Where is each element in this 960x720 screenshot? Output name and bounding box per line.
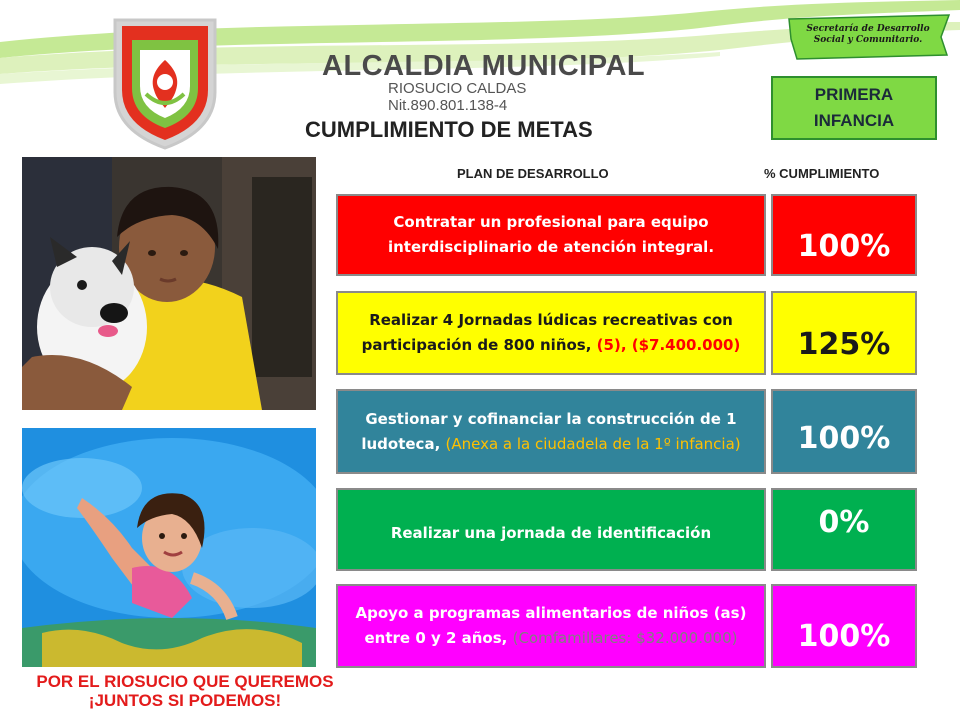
goal-2-percent: 125% (797, 326, 891, 362)
goal-row-3-description (336, 389, 766, 474)
column-header-plan: PLAN DE DESARROLLO (457, 166, 609, 181)
goal-row-1-description (336, 194, 766, 276)
category-line-2: INFANCIA (813, 111, 895, 130)
category-badge (771, 76, 937, 140)
goal-5-highlight: (Comfamiliares: $32.000.000) (512, 629, 738, 647)
goal-row-1-percent (771, 194, 917, 276)
page-title: CUMPLIMIENTO DE METAS (305, 117, 593, 142)
goal-1-percent: 100% (797, 228, 891, 264)
goal-3-percent: 100% (797, 421, 891, 456)
org-city: RIOSUCIO CALDAS (388, 80, 527, 97)
slogan-line-1: POR EL RIOSUCIO QUE QUEREMOS (36, 672, 334, 691)
goal-3-highlight: (Anexa a la ciudadela de la 1º infancia) (445, 434, 741, 453)
secretaria-label (792, 24, 944, 46)
goal-2-highlight: (5), ($7.400.000) (596, 336, 741, 354)
org-nit: Nit.890.801.138-4 (388, 97, 508, 114)
slogan-line-2: ¡JUNTOS SI PODEMOS! (88, 691, 282, 710)
shield-logo (110, 12, 220, 152)
photo-girl-with-plush-dog (22, 157, 316, 410)
org-title: ALCALDIA MUNICIPAL (322, 50, 646, 82)
secretaria-line-1: Secretaría de Desarrollo (806, 24, 930, 34)
secretaria-line-2: Social y Comunitario. (813, 35, 923, 45)
goal-4-text: Realizar una jornada de identificación (390, 524, 712, 542)
goal-row-5-description (336, 584, 766, 668)
photo-girl-in-pool (22, 428, 316, 667)
goal-row-2-description (336, 291, 766, 375)
goal-4-percent: 0% (818, 505, 870, 540)
goal-row-2-percent (771, 291, 917, 375)
goal-row-4-percent (771, 488, 917, 571)
column-header-percent: % CUMPLIMIENTO (764, 166, 880, 181)
goal-1-text: Contratar un profesional para equipo interdisciplinario de atención integral. (387, 213, 715, 256)
goal-row-4-description (336, 488, 766, 571)
goal-5-percent: 100% (797, 618, 891, 654)
goal-2-text: Realizar 4 Jornadas lúdicas recreativas con participación de 800 niños, (361, 311, 733, 354)
org-details (388, 80, 526, 114)
goal-row-3-percent (771, 389, 917, 474)
goal-row-5-percent (771, 584, 917, 668)
goal-3-text: Gestionar y cofinanciar la construcción de 1 ludoteca, (361, 409, 737, 453)
goal-5-text: Apoyo a programas alimentarios de niños (as) entre 0 y 2 años, (355, 604, 747, 647)
category-line-1: PRIMERA (814, 85, 894, 104)
slogan (22, 672, 348, 710)
